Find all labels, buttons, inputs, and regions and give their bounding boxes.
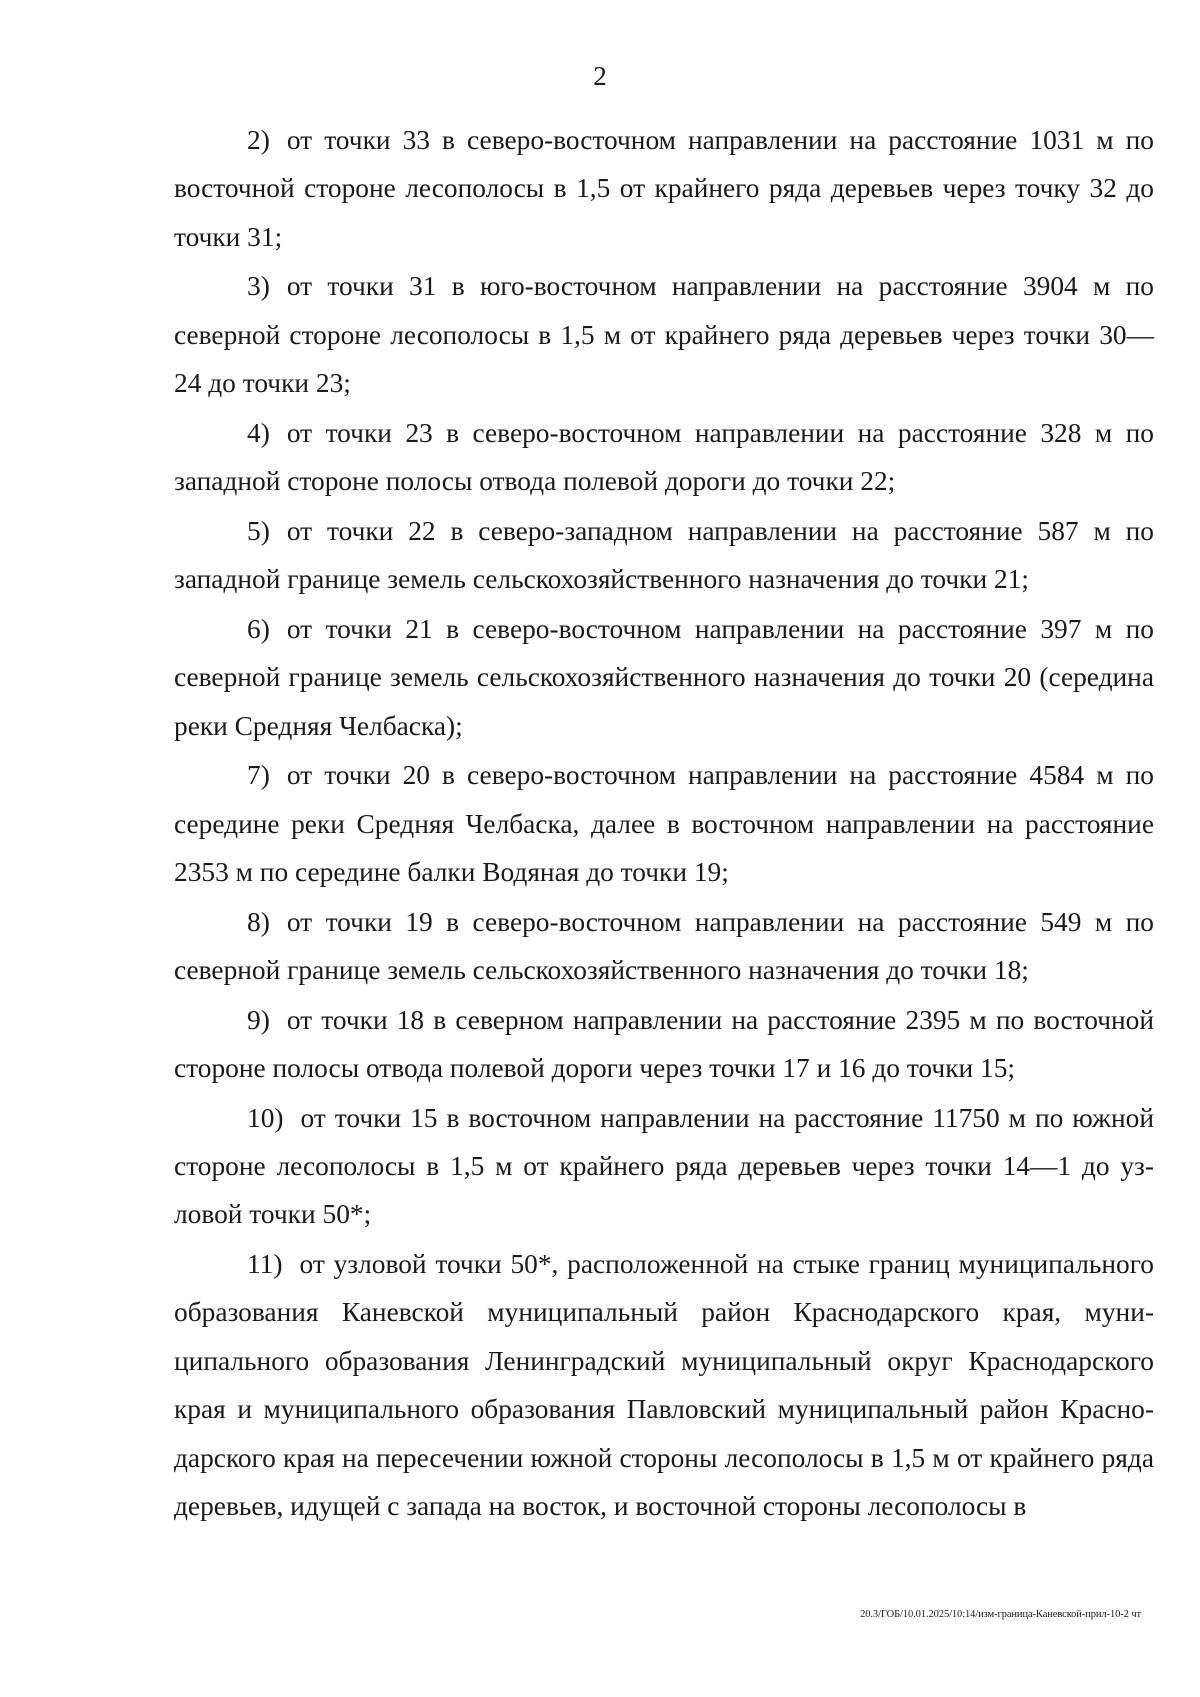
list-item-text: от точки 15 в восточном направлении на расстояние 11750 м по южной стороне лесополосы в 1,5 м от крайнего ряда деревьев через точки 14—1 до узловой точки 50*; [174,1102,1154,1230]
page-number: 2 [593,61,607,91]
list-item-number: 6) [247,613,270,644]
list-item-text: от точки 18 в северном направлении на расстояние 2395 м по восточной стороне полосы отвода полевой дороги через точки 17 и 16 до точки 15; [174,1004,1154,1084]
list-item [174,507,1154,604]
document-body [174,116,1154,1532]
list-item [174,605,1154,750]
list-item-text: от точки 23 в северо-восточном направлении на расстояние 328 м по западной стороне полосы отвода полевой дороги до точки 22; [174,417,1154,497]
list-item [174,1240,1154,1530]
list-item-number: 2) [247,125,270,155]
list-item-number: 4) [247,417,270,448]
list-item [174,409,1154,506]
list-item [174,116,1154,261]
list-item-text: от точки 31 в юго-восточном направлении на расстояние 3904 м по северной стороне лесополосы в 1,5 м от крайнего ряда деревьев через точки 30—24 до точки 23; [174,271,1154,399]
list-item [174,898,1154,995]
list-item-text: от точки 21 в северо-восточном направлении на расстояние 397 м по северной границе земель сельскохозяйственного назначения до точки 20 (середина реки Средняя Челбаска); [174,613,1154,741]
list-item-text: от точки 22 в северо-западном направлении на расстояние 587 м по западной границе земель сельскохозяйственного назначения до точки 21; [174,515,1154,595]
list-item-number: 3) [247,271,270,302]
list-item-text: от точки 33 в северо-восточном направлении на расстояние 1031 м по восточной стороне лесополосы в 1,5 от крайнего ряда деревьев через точку 32 до точки 31; [174,125,1154,252]
list-item [174,996,1154,1093]
list-item-number: 10) [247,1102,284,1133]
list-item-number: 5) [247,515,270,546]
list-item [174,751,1154,896]
list-item-text: от точки 19 в северо-восточном направлении на расстояние 549 м по северной границе земель сельскохозяйственного назначения до точки 18; [174,906,1154,986]
list-item-number: 9) [247,1004,270,1035]
list-item-number: 7) [247,760,270,791]
list-item-text: от точки 20 в северо-восточном направлении на расстояние 4584 м по середине реки Средняя Челбаска, далее в восточном направлении на расстояние 2353 м по середине балки Водяная до точки 19; [174,760,1154,888]
document-footer-code: 20.3/ГОБ/10.01.2025/10:14/изм-граница-Каневской-прил-10-2 чт [860,1609,1141,1620]
list-item-number: 11) [247,1249,283,1280]
list-item [174,262,1154,407]
list-item-text: от узловой точки 50*, расположенной на стыке границ муниципального образования Каневской муниципальный район Краснодарского края, муниципального образования Ленинградский муниципальный округ Краснодарского края и муниципального образования Павловский муниципальный район Краснодарского края на пересечении южной стороны лесополосы в 1,5 м от крайнего ряда деревьев, идущей с запада на восток, и восточной стороны лесополосы в [174,1249,1154,1522]
list-item [174,1094,1154,1239]
list-item-number: 8) [247,906,270,937]
